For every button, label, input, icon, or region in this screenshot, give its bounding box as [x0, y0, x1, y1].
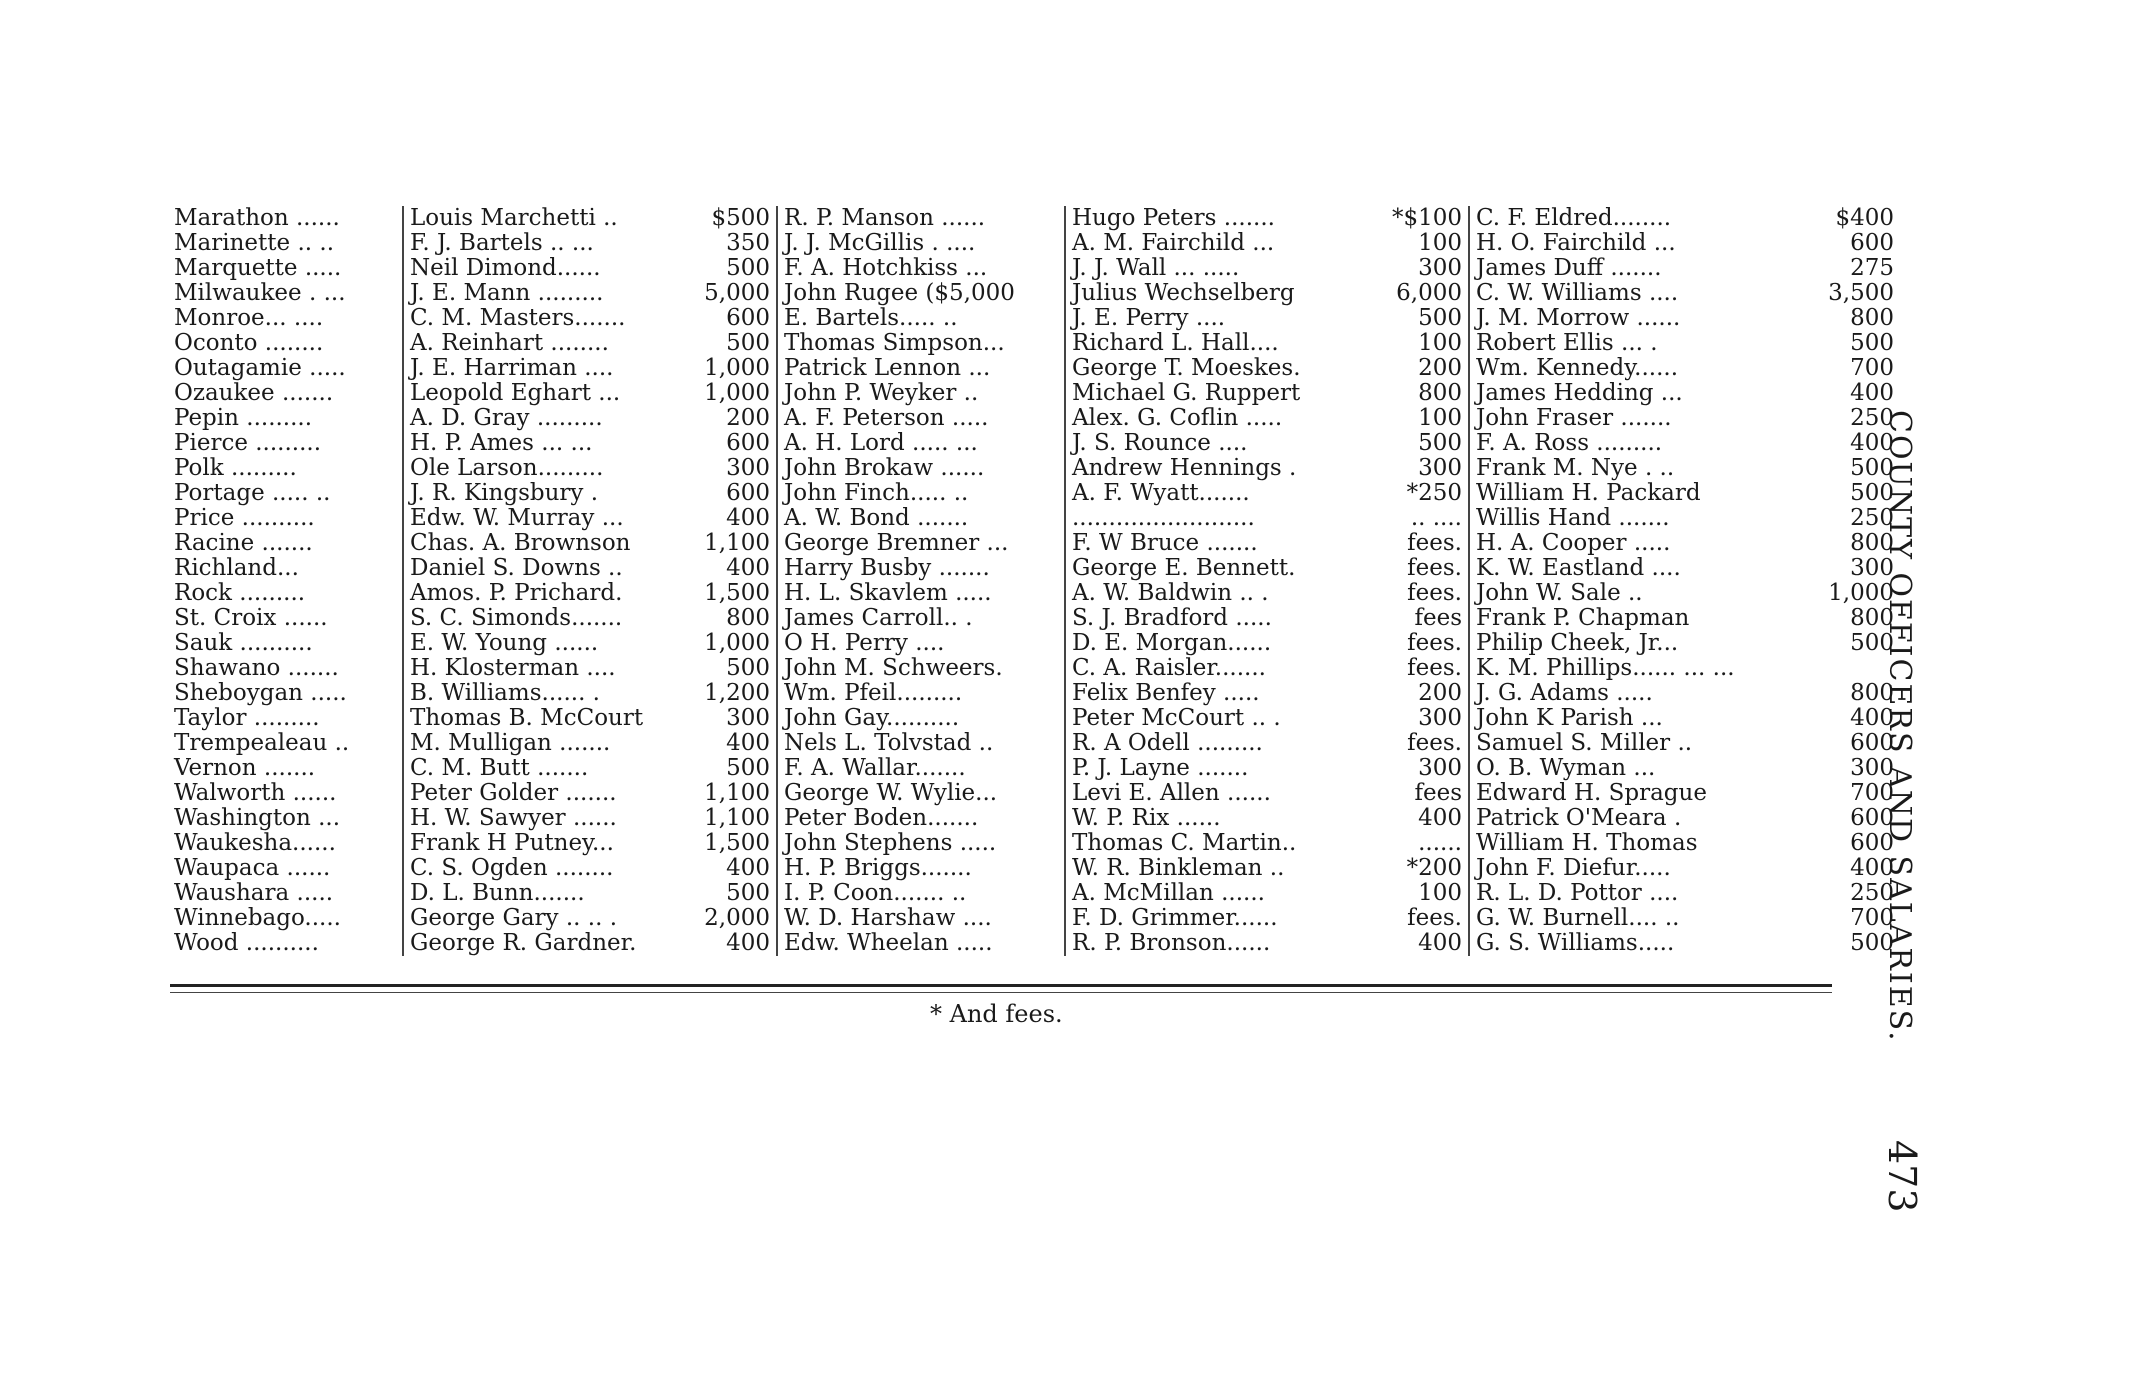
- table-row: [168, 381, 1900, 406]
- treasurer-name: E. Bartels..... ..: [777, 306, 1065, 331]
- sheriff-fees: 300: [1418, 756, 1462, 781]
- county-name: Pepin .........: [174, 406, 313, 431]
- judge-salary: 300: [1850, 556, 1894, 581]
- table-row: [168, 556, 1900, 581]
- judge-name: James Hedding ...: [1469, 381, 1778, 406]
- judge-name: O. B. Wyman ...: [1469, 756, 1778, 781]
- clerk-name: Neil Dimond......: [403, 256, 674, 281]
- clerk-salary: 500: [726, 656, 770, 681]
- treasurer-name: John Finch..... ..: [777, 481, 1065, 506]
- clerk-salary: 400: [726, 506, 770, 531]
- judge-name: Edward H. Sprague: [1469, 781, 1778, 806]
- sheriff-fees: 100: [1418, 331, 1462, 356]
- sheriff-name: George E. Bennett.: [1065, 556, 1360, 581]
- page-number: 473: [1880, 1140, 1924, 1213]
- treasurer-name: John Rugee ($5,000: [777, 281, 1065, 306]
- judge-salary: 800: [1850, 306, 1894, 331]
- treasurer-name: Peter Boden.......: [777, 806, 1065, 831]
- judge-salary: 700: [1850, 356, 1894, 381]
- judge-salary: 275: [1850, 256, 1894, 281]
- table-row: [168, 706, 1900, 731]
- table-row: [168, 756, 1900, 781]
- clerk-name: J. E. Mann .........: [403, 281, 674, 306]
- judge-salary: 800: [1850, 531, 1894, 556]
- clerk-name: George R. Gardner.: [403, 931, 674, 956]
- running-header-title: COUNTY OFFICERS AND SALARIES.: [1882, 410, 1917, 1043]
- treasurer-name: H. P. Briggs.......: [777, 856, 1065, 881]
- clerk-name: C. M. Butt .......: [403, 756, 674, 781]
- sheriff-fees: 800: [1418, 381, 1462, 406]
- sheriff-fees: ......: [1418, 831, 1462, 856]
- judge-name: G. W. Burnell.... ..: [1469, 906, 1778, 931]
- county-name: Rock .........: [174, 581, 306, 606]
- judge-name: C. W. Williams ....: [1469, 281, 1778, 306]
- treasurer-name: John P. Weyker ..: [777, 381, 1065, 406]
- sheriff-fees: 100: [1418, 406, 1462, 431]
- treasurer-name: O H. Perry ....: [777, 631, 1065, 656]
- table-row: [168, 331, 1900, 356]
- judge-name: Philip Cheek, Jr...: [1469, 631, 1778, 656]
- clerk-name: F. J. Bartels .. ...: [403, 231, 674, 256]
- county-name: Vernon .......: [174, 756, 316, 781]
- judge-salary: 800: [1850, 681, 1894, 706]
- clerk-name: H. W. Sawyer ......: [403, 806, 674, 831]
- treasurer-name: F. A. Wallar.......: [777, 756, 1065, 781]
- table-row: [168, 831, 1900, 856]
- county-name: Washington ...: [174, 806, 341, 831]
- judge-salary: 600: [1850, 806, 1894, 831]
- treasurer-name: W. D. Harshaw ....: [777, 906, 1065, 931]
- judge-salary: 600: [1850, 831, 1894, 856]
- table-bottom-rule: [170, 984, 1832, 987]
- judge-name: J. M. Morrow ......: [1469, 306, 1778, 331]
- sheriff-fees: 300: [1418, 706, 1462, 731]
- sheriff-name: .........................: [1065, 506, 1360, 531]
- clerk-name: C. M. Masters.......: [403, 306, 674, 331]
- judge-salary: 500: [1850, 331, 1894, 356]
- sheriff-name: A. W. Baldwin .. .: [1065, 581, 1360, 606]
- judge-name: K. W. Eastland ....: [1469, 556, 1778, 581]
- judge-name: William H. Thomas: [1469, 831, 1778, 856]
- sheriff-name: Richard L. Hall....: [1065, 331, 1360, 356]
- clerk-name: C. S. Ogden ........: [403, 856, 674, 881]
- county-name: Marathon ......: [174, 206, 340, 231]
- clerk-salary: 600: [726, 481, 770, 506]
- table-row: [168, 781, 1900, 806]
- clerk-salary: 300: [726, 456, 770, 481]
- clerk-name: D. L. Bunn.......: [403, 881, 674, 906]
- clerk-salary: 1,500: [704, 831, 770, 856]
- table-row: [168, 931, 1900, 956]
- judge-salary: 500: [1850, 481, 1894, 506]
- judge-name: John K Parish ...: [1469, 706, 1778, 731]
- clerk-name: Ole Larson.........: [403, 456, 674, 481]
- judge-salary: 700: [1850, 781, 1894, 806]
- sheriff-fees: fees.: [1407, 656, 1462, 681]
- clerk-salary: 1,000: [704, 631, 770, 656]
- county-name: Oconto ........: [174, 331, 324, 356]
- sheriff-name: Levi E. Allen ......: [1065, 781, 1360, 806]
- clerk-name: J. R. Kingsbury .: [403, 481, 674, 506]
- clerk-salary: 400: [726, 856, 770, 881]
- clerk-salary: 1,000: [704, 356, 770, 381]
- treasurer-name: H. L. Skavlem .....: [777, 581, 1065, 606]
- judge-salary: $400: [1835, 206, 1894, 231]
- sheriff-fees: 400: [1418, 931, 1462, 956]
- judge-name: Willis Hand .......: [1469, 506, 1778, 531]
- sheriff-name: R. P. Bronson......: [1065, 931, 1360, 956]
- clerk-name: Chas. A. Brownson: [403, 531, 674, 556]
- table-row: [168, 531, 1900, 556]
- clerk-name: Frank H Putney...: [403, 831, 674, 856]
- clerk-name: H. Klosterman ....: [403, 656, 674, 681]
- county-name: Waupaca ......: [174, 856, 331, 881]
- clerk-salary: 800: [726, 606, 770, 631]
- county-name: Sauk ..........: [174, 631, 313, 656]
- county-name: Winnebago.....: [174, 906, 341, 931]
- sheriff-name: J. E. Perry ....: [1065, 306, 1360, 331]
- clerk-salary: 500: [726, 256, 770, 281]
- sheriff-name: F. D. Grimmer......: [1065, 906, 1360, 931]
- county-name: Sheboygan .....: [174, 681, 347, 706]
- clerk-name: Amos. P. Prichard.: [403, 581, 674, 606]
- table-body: [168, 206, 1900, 956]
- table-row: [168, 806, 1900, 831]
- clerk-salary: 1,000: [704, 381, 770, 406]
- footnote: * And fees.: [930, 1000, 1063, 1028]
- county-name: Marquette .....: [174, 256, 342, 281]
- table-bottom-rule-thin: [170, 992, 1832, 993]
- treasurer-name: A. H. Lord ..... ...: [777, 431, 1065, 456]
- table-row: [168, 681, 1900, 706]
- judge-salary: 600: [1850, 231, 1894, 256]
- sheriff-fees: fees.: [1407, 731, 1462, 756]
- clerk-name: Leopold Eghart ...: [403, 381, 674, 406]
- sheriff-name: P. J. Layne .......: [1065, 756, 1360, 781]
- clerk-salary: 300: [726, 706, 770, 731]
- table-row: [168, 456, 1900, 481]
- sheriff-fees: *250: [1406, 481, 1462, 506]
- judge-salary: 800: [1850, 606, 1894, 631]
- treasurer-name: J. J. McGillis . ....: [777, 231, 1065, 256]
- judge-salary: 400: [1850, 706, 1894, 731]
- judge-name: G. S. Williams.....: [1469, 931, 1778, 956]
- sheriff-fees: 300: [1418, 256, 1462, 281]
- judge-salary: 250: [1850, 406, 1894, 431]
- sheriff-name: F. W Bruce .......: [1065, 531, 1360, 556]
- sheriff-name: A. M. Fairchild ...: [1065, 231, 1360, 256]
- table-row: [168, 606, 1900, 631]
- sheriff-name: Hugo Peters .......: [1065, 206, 1360, 231]
- sheriff-name: Felix Benfey .....: [1065, 681, 1360, 706]
- sheriff-name: R. A Odell .........: [1065, 731, 1360, 756]
- clerk-name: E. W. Young ......: [403, 631, 674, 656]
- clerk-name: George Gary .. .. .: [403, 906, 674, 931]
- sheriff-fees: fees.: [1407, 531, 1462, 556]
- sheriff-name: A. McMillan ......: [1065, 881, 1360, 906]
- clerk-salary: 200: [726, 406, 770, 431]
- county-name: Racine .......: [174, 531, 313, 556]
- sheriff-name: J. S. Rounce ....: [1065, 431, 1360, 456]
- judge-name: Patrick O'Meara .: [1469, 806, 1778, 831]
- judge-name: R. L. D. Pottor ....: [1469, 881, 1778, 906]
- clerk-salary: 350: [726, 231, 770, 256]
- county-name: Waushara .....: [174, 881, 334, 906]
- clerk-salary: 1,100: [704, 531, 770, 556]
- judge-name: H. A. Cooper .....: [1469, 531, 1778, 556]
- judge-name: Frank P. Chapman: [1469, 606, 1778, 631]
- sheriff-name: C. A. Raisler.......: [1065, 656, 1360, 681]
- clerk-name: Thomas B. McCourt: [403, 706, 674, 731]
- county-name: Marinette .. ..: [174, 231, 335, 256]
- judge-name: John Fraser .......: [1469, 406, 1778, 431]
- clerk-salary: 2,000: [704, 906, 770, 931]
- clerk-salary: 5,000: [704, 281, 770, 306]
- judge-name: William H. Packard: [1469, 481, 1778, 506]
- judge-salary: 300: [1850, 756, 1894, 781]
- table-row: [168, 281, 1900, 306]
- treasurer-name: George Bremner ...: [777, 531, 1065, 556]
- sheriff-name: Thomas C. Martin..: [1065, 831, 1360, 856]
- judge-name: Frank M. Nye . ..: [1469, 456, 1778, 481]
- county-name: Milwaukee . ...: [174, 281, 346, 306]
- judge-name: K. M. Phillips...... ... ...: [1469, 656, 1778, 681]
- table-row: [168, 206, 1900, 231]
- judge-name: Wm. Kennedy......: [1469, 356, 1778, 381]
- judge-name: J. G. Adams .....: [1469, 681, 1778, 706]
- table-row: [168, 231, 1900, 256]
- treasurer-name: Wm. Pfeil.........: [777, 681, 1065, 706]
- sheriff-name: D. E. Morgan......: [1065, 631, 1360, 656]
- county-name: Monroe... ....: [174, 306, 324, 331]
- sheriff-name: Julius Wechselberg: [1065, 281, 1360, 306]
- clerk-salary: 400: [726, 556, 770, 581]
- treasurer-name: Edw. Wheelan .....: [777, 931, 1065, 956]
- sheriff-fees: fees: [1414, 606, 1462, 631]
- treasurer-name: James Carroll.. .: [777, 606, 1065, 631]
- clerk-salary: 1,100: [704, 806, 770, 831]
- sheriff-fees: .. ....: [1410, 506, 1462, 531]
- clerk-salary: 500: [726, 881, 770, 906]
- clerk-name: B. Williams...... .: [403, 681, 674, 706]
- judge-salary: 700: [1850, 906, 1894, 931]
- clerk-name: M. Mulligan .......: [403, 731, 674, 756]
- table-row: [168, 356, 1900, 381]
- table-row: [168, 581, 1900, 606]
- county-name: St. Croix ......: [174, 606, 328, 631]
- sheriff-fees: fees.: [1407, 556, 1462, 581]
- county-name: Portage ..... ..: [174, 481, 331, 506]
- clerk-name: Louis Marchetti ..: [403, 206, 674, 231]
- sheriff-name: Peter McCourt .. .: [1065, 706, 1360, 731]
- table-row: [168, 856, 1900, 881]
- clerk-name: A. Reinhart ........: [403, 331, 674, 356]
- sheriff-name: George T. Moeskes.: [1065, 356, 1360, 381]
- clerk-salary: 600: [726, 306, 770, 331]
- sheriff-fees: 200: [1418, 681, 1462, 706]
- treasurer-name: John Brokaw ......: [777, 456, 1065, 481]
- treasurer-name: F. A. Hotchkiss ...: [777, 256, 1065, 281]
- treasurer-name: R. P. Manson ......: [777, 206, 1065, 231]
- table-row: [168, 906, 1900, 931]
- clerk-salary: 1,500: [704, 581, 770, 606]
- treasurer-name: John M. Schweers.: [777, 656, 1065, 681]
- sheriff-name: A. F. Wyatt.......: [1065, 481, 1360, 506]
- treasurer-name: Nels L. Tolvstad ..: [777, 731, 1065, 756]
- clerk-salary: 1,100: [704, 781, 770, 806]
- treasurer-name: I. P. Coon....... ..: [777, 881, 1065, 906]
- clerk-salary: 1,200: [704, 681, 770, 706]
- county-name: Price ..........: [174, 506, 315, 531]
- sheriff-name: J. J. Wall ... .....: [1065, 256, 1360, 281]
- sheriff-fees: 300: [1418, 456, 1462, 481]
- county-name: Polk .........: [174, 456, 297, 481]
- clerk-salary: 500: [726, 756, 770, 781]
- judge-salary: 250: [1850, 881, 1894, 906]
- county-name: Ozaukee .......: [174, 381, 334, 406]
- clerk-name: S. C. Simonds.......: [403, 606, 674, 631]
- judge-salary: 400: [1850, 431, 1894, 456]
- sheriff-name: W. P. Rix ......: [1065, 806, 1360, 831]
- judge-salary: 3,500: [1828, 281, 1894, 306]
- clerk-salary: $500: [711, 206, 770, 231]
- judge-salary: 500: [1850, 931, 1894, 956]
- sheriff-fees: fees.: [1407, 906, 1462, 931]
- treasurer-name: John Gay..........: [777, 706, 1065, 731]
- clerk-name: A. D. Gray .........: [403, 406, 674, 431]
- county-name: Trempealeau ..: [174, 731, 350, 756]
- county-name: Richland...: [174, 556, 299, 581]
- judge-name: C. F. Eldred........: [1469, 206, 1778, 231]
- sheriff-name: Andrew Hennings .: [1065, 456, 1360, 481]
- table-row: [168, 506, 1900, 531]
- table-row: [168, 256, 1900, 281]
- clerk-name: J. E. Harriman ....: [403, 356, 674, 381]
- county-name: Outagamie .....: [174, 356, 346, 381]
- county-name: Taylor .........: [174, 706, 320, 731]
- sheriff-name: S. J. Bradford .....: [1065, 606, 1360, 631]
- sheriff-fees: fees.: [1407, 581, 1462, 606]
- sheriff-fees: fees: [1414, 781, 1462, 806]
- sheriff-fees: *$100: [1391, 206, 1462, 231]
- judge-salary: 1,000: [1828, 581, 1894, 606]
- treasurer-name: A. W. Bond .......: [777, 506, 1065, 531]
- judge-name: H. O. Fairchild ...: [1469, 231, 1778, 256]
- sheriff-name: Alex. G. Coflin .....: [1065, 406, 1360, 431]
- judge-name: Robert Ellis ... .: [1469, 331, 1778, 356]
- treasurer-name: Harry Busby .......: [777, 556, 1065, 581]
- sheriff-fees: *200: [1406, 856, 1462, 881]
- sheriff-fees: 100: [1418, 881, 1462, 906]
- sheriff-fees: 100: [1418, 231, 1462, 256]
- clerk-name: Peter Golder .......: [403, 781, 674, 806]
- table-row: [168, 881, 1900, 906]
- sheriff-name: Michael G. Ruppert: [1065, 381, 1360, 406]
- judge-salary: 500: [1850, 456, 1894, 481]
- clerk-salary: 600: [726, 431, 770, 456]
- table-row: [168, 406, 1900, 431]
- county-officers-table: [168, 206, 1900, 956]
- county-name: Walworth ......: [174, 781, 337, 806]
- judge-name: John F. Diefur.....: [1469, 856, 1778, 881]
- treasurer-name: A. F. Peterson .....: [777, 406, 1065, 431]
- treasurer-name: Patrick Lennon ...: [777, 356, 1065, 381]
- table-row: [168, 656, 1900, 681]
- table-row: [168, 481, 1900, 506]
- clerk-name: H. P. Ames ... ...: [403, 431, 674, 456]
- sheriff-fees: 500: [1418, 431, 1462, 456]
- judge-salary: 250: [1850, 506, 1894, 531]
- county-name: Shawano .......: [174, 656, 339, 681]
- judge-salary: 400: [1850, 856, 1894, 881]
- treasurer-name: George W. Wylie...: [777, 781, 1065, 806]
- judge-salary: 400: [1850, 381, 1894, 406]
- sheriff-name: W. R. Binkleman ..: [1065, 856, 1360, 881]
- county-name: Waukesha......: [174, 831, 336, 856]
- clerk-salary: 400: [726, 731, 770, 756]
- judge-salary: 500: [1850, 631, 1894, 656]
- clerk-salary: 500: [726, 331, 770, 356]
- county-name: Pierce .........: [174, 431, 322, 456]
- judge-name: John W. Sale ..: [1469, 581, 1778, 606]
- judge-name: F. A. Ross .........: [1469, 431, 1778, 456]
- treasurer-name: Thomas Simpson...: [777, 331, 1065, 356]
- treasurer-name: John Stephens .....: [777, 831, 1065, 856]
- table-row: [168, 631, 1900, 656]
- table-row: [168, 431, 1900, 456]
- sheriff-fees: 6,000: [1396, 281, 1462, 306]
- sheriff-fees: 200: [1418, 356, 1462, 381]
- clerk-name: Daniel S. Downs ..: [403, 556, 674, 581]
- clerk-name: Edw. W. Murray ...: [403, 506, 674, 531]
- sheriff-fees: 500: [1418, 306, 1462, 331]
- table-row: [168, 306, 1900, 331]
- county-name: Wood ..........: [174, 931, 319, 956]
- table-row: [168, 731, 1900, 756]
- judge-name: Samuel S. Miller ..: [1469, 731, 1778, 756]
- sheriff-fees: fees.: [1407, 631, 1462, 656]
- clerk-salary: 400: [726, 931, 770, 956]
- sheriff-fees: 400: [1418, 806, 1462, 831]
- judge-salary: 600: [1850, 731, 1894, 756]
- judge-name: James Duff .......: [1469, 256, 1778, 281]
